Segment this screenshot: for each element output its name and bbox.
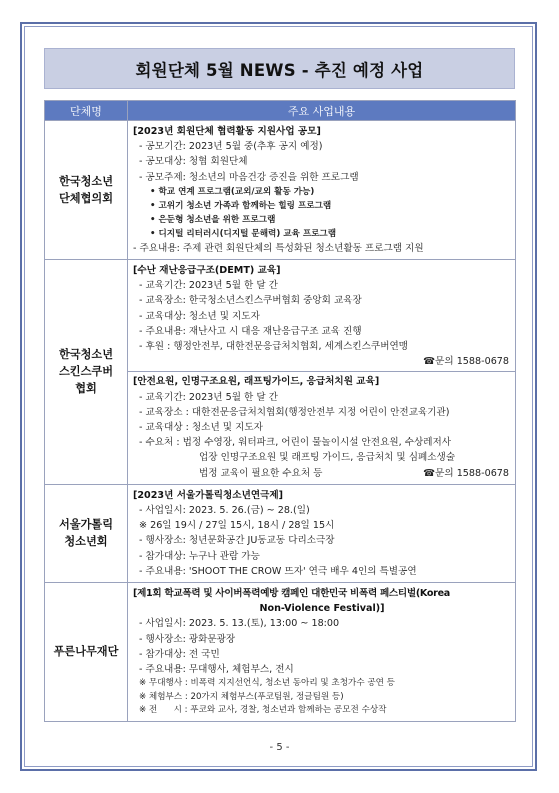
detail-line: - 수요처 : 법정 수영장, 워터파크, 어린이 물놀이시설 안전요원, 수상레저사 xyxy=(139,437,452,449)
detail-line: - 교육장소: 한국청소년스킨스쿠버협회 중앙회 교육장 xyxy=(139,295,362,307)
page-number: - 5 - xyxy=(269,742,290,753)
content-cell xyxy=(128,121,516,260)
detail-line: - 후원 : 행정안전부, 대한전문응급처치협회, 세계스킨스쿠버연맹 xyxy=(139,341,408,353)
header-org: 단체명 xyxy=(45,101,128,121)
detail-line: - 교육대상 : 청소년 및 지도자 xyxy=(139,422,263,434)
note-line: ※ 체험부스 : 20가지 체험부스(푸코팀원, 정글팀원 등) xyxy=(139,691,344,702)
detail-line: - 행사장소: 청년문화공간 JU동교동 다리소극장 xyxy=(139,535,335,547)
detail-line: - 공모주제: 청소년의 마음건강 증진을 위한 프로그램 xyxy=(139,171,359,183)
org-cell xyxy=(45,484,128,582)
detail-line: - 참가대상: 전 국민 xyxy=(139,648,220,660)
detail-line: - 교육대상: 청소년 및 지도자 xyxy=(139,310,260,322)
detail-continuation: 법정 교육이 필요한 수요처 등 xyxy=(199,467,323,479)
table-header-row xyxy=(45,101,516,121)
org-cell xyxy=(45,260,128,485)
detail-line: - 참가대상: 누구나 관람 가능 xyxy=(139,550,260,562)
sub-item: • 은둔형 청소년을 위한 프로그램 xyxy=(150,214,276,225)
program-heading: [안전요원, 인명구조요원, 래프팅가이드, 응급처치원 교육] xyxy=(133,376,380,388)
contact-phone: ☎문의 1588-0678 xyxy=(423,467,509,479)
contact-text: ☎문의 1588-0678 xyxy=(423,356,509,368)
org-name-line: 단체협의회 xyxy=(58,192,114,205)
program-heading: [제1회 학교폭력 및 사이버폭력예방 캠페인 대한민국 비폭력 페스티벌(Korea xyxy=(133,588,450,600)
table-row xyxy=(45,121,516,260)
org-name-line: 한국청소년 xyxy=(58,175,114,188)
program-heading: [2023년 회원단체 협력활동 지원사업 공모] xyxy=(133,126,321,137)
header-content: 주요 사업내용 xyxy=(128,101,516,121)
program-heading-continued: Non-Violence Festival)] xyxy=(259,603,385,615)
org-name-line: 서울가톨릭 xyxy=(58,518,114,532)
detail-line: - 공모기간: 2023년 5월 중(추후 공지 예정) xyxy=(139,141,323,153)
note-line: ※ 전 시 : 푸코와 교사, 경찰, 청소년과 함께하는 공모전 수상작 xyxy=(139,705,387,716)
table-row xyxy=(45,484,516,582)
org-name-line: 한국청소년 xyxy=(58,348,114,362)
detail-line: - 사업일시: 2023. 5. 26.(금) ~ 28.(일) xyxy=(139,505,310,517)
sub-item: • 학교 연계 프로그램(교외/교외 활동 가능) xyxy=(150,186,315,197)
program-block xyxy=(128,371,515,483)
sub-item: • 디지털 리터러시(디지털 문해력) 교육 프로그램 xyxy=(150,228,337,239)
detail-line: - 공모대상: 청협 회원단체 xyxy=(139,156,248,168)
business-table xyxy=(44,100,516,722)
contact-phone xyxy=(133,354,511,369)
detail-continuation: 업장 인명구조요원 및 래프팅 가이드, 응급처치 및 심폐소생술 xyxy=(199,452,456,464)
detail-line: - 교육기간: 2023년 5월 한 달 간 xyxy=(139,280,278,292)
org-name-line: 스킨스쿠버 xyxy=(58,365,114,379)
content-cell xyxy=(128,484,516,582)
content-cell xyxy=(128,583,516,722)
content-cell xyxy=(128,260,516,485)
detail-line: - 주요내용: 주제 관련 회원단체의 특성화된 청소년활동 프로그램 지원 xyxy=(133,242,424,254)
org-cell xyxy=(45,583,128,722)
detail-line: - 주요내용: 'SHOOT THE CROW 뜨자' 연극 배우 4인의 특별공연 xyxy=(139,565,417,577)
note-line: ※ 무대행사 : 비폭력 지지선언식, 청소년 동아리 및 초청가수 공연 등 xyxy=(139,678,395,689)
detail-continuation-row xyxy=(133,466,511,481)
program-heading: [수난 재난응급구조(DEMT) 교육] xyxy=(133,265,281,277)
detail-line: - 주요내용: 무대행사, 체험부스, 전시 xyxy=(139,664,294,676)
detail-line: ※ 26일 19시 / 27일 15시, 18시 / 28일 15시 xyxy=(139,520,335,532)
program-block xyxy=(128,260,515,371)
org-name-line: 협회 xyxy=(75,382,97,396)
page-title: 회원단체 5월 NEWS - 추진 예정 사업 xyxy=(135,60,424,80)
program-heading: [2023년 서울가톨릭청소년연극제] xyxy=(133,489,284,501)
org-name-line: 청소년회 xyxy=(64,535,108,549)
table-row xyxy=(45,260,516,485)
org-name-line: 푸른나무재단 xyxy=(53,645,119,659)
detail-line: - 주요내용: 재난사고 시 대응 재난응급구조 교육 진행 xyxy=(139,325,362,337)
title-banner xyxy=(44,48,515,89)
detail-line: - 교육장소 : 대한전문응급처치협회(행정안전부 지정 어린이 안전교육기관) xyxy=(139,406,450,418)
detail-line: - 사업일시: 2023. 5. 13.(토), 13:00 ~ 18:00 xyxy=(139,618,340,630)
detail-line: - 교육기간: 2023년 5월 한 달 간 xyxy=(139,391,278,403)
sub-item: • 고위기 청소년 가족과 함께하는 힐링 프로그램 xyxy=(150,200,332,211)
org-cell xyxy=(45,121,128,260)
detail-line: - 행사장소: 광화문광장 xyxy=(139,633,236,645)
table-row xyxy=(45,583,516,722)
